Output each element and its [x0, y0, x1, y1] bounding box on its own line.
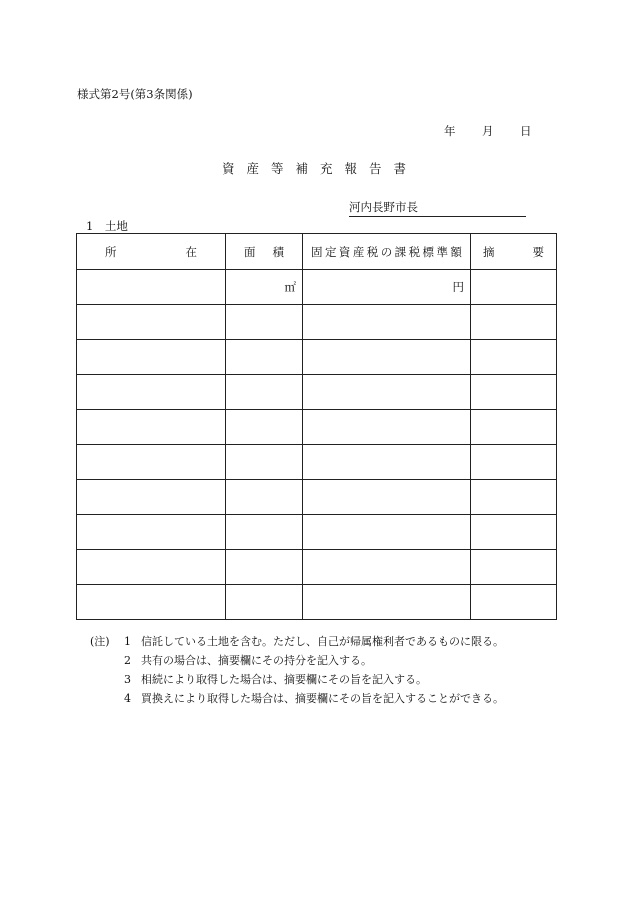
table-row	[77, 410, 557, 445]
remarks-cell[interactable]	[471, 305, 557, 340]
note-item	[90, 689, 504, 708]
tax-value-cell[interactable]	[303, 585, 471, 620]
date-line	[444, 123, 532, 139]
location-cell[interactable]	[77, 410, 226, 445]
tax-value-cell[interactable]	[303, 410, 471, 445]
note-number: 2	[124, 654, 131, 667]
table-row	[77, 340, 557, 375]
note-text: 相続により取得した場合は、摘要欄にその旨を記入する。	[141, 673, 427, 686]
area-cell[interactable]	[226, 515, 303, 550]
note-item	[90, 670, 504, 689]
area-cell[interactable]	[226, 340, 303, 375]
note-label	[90, 689, 124, 708]
date-year-label: 年	[444, 124, 456, 138]
table-row	[77, 550, 557, 585]
note-text: 共有の場合は、摘要欄にその持分を記入する。	[141, 654, 372, 667]
tax-value-cell[interactable]	[303, 515, 471, 550]
area-cell[interactable]	[226, 585, 303, 620]
table-header-row	[77, 234, 557, 270]
header-area: 面 積	[226, 234, 303, 270]
note-label	[90, 670, 124, 689]
tax-value-cell[interactable]	[303, 445, 471, 480]
tax-value-cell[interactable]	[303, 305, 471, 340]
notes	[90, 632, 504, 708]
tax-value-unit: 円	[303, 270, 471, 305]
tax-value-cell[interactable]	[303, 480, 471, 515]
area-cell[interactable]	[226, 375, 303, 410]
remarks-cell[interactable]	[471, 585, 557, 620]
table-row	[77, 585, 557, 620]
remarks-cell[interactable]	[471, 375, 557, 410]
table-row	[77, 375, 557, 410]
date-month-label: 月	[482, 124, 494, 138]
remarks-cell[interactable]	[471, 270, 557, 305]
location-cell[interactable]	[77, 550, 226, 585]
header-remarks: 摘 要	[471, 234, 557, 270]
location-cell[interactable]	[77, 375, 226, 410]
location-cell[interactable]	[77, 585, 226, 620]
note-label: (注)	[90, 635, 110, 648]
note-label	[90, 651, 124, 670]
tax-value-cell[interactable]	[303, 550, 471, 585]
land-table	[76, 233, 557, 620]
header-location: 所 在	[77, 234, 226, 270]
table-row	[77, 445, 557, 480]
remarks-cell[interactable]	[471, 550, 557, 585]
note-text: 買換えにより取得した場合は、摘要欄にその旨を記入することができる。	[141, 692, 504, 705]
location-cell[interactable]	[77, 515, 226, 550]
location-cell[interactable]	[77, 270, 226, 305]
table-row	[77, 480, 557, 515]
area-cell[interactable]	[226, 305, 303, 340]
header-tax-value	[303, 234, 471, 270]
remarks-cell[interactable]	[471, 340, 557, 375]
table-row	[77, 515, 557, 550]
remarks-cell[interactable]	[471, 445, 557, 480]
note-text: 信託している土地を含む。ただし、自己が帰属権利者であるものに限る。	[141, 635, 504, 648]
location-cell[interactable]	[77, 480, 226, 515]
table-row	[77, 305, 557, 340]
area-unit: ㎡	[226, 270, 303, 305]
section-heading: 1 土地	[86, 219, 128, 233]
tax-value-cell[interactable]	[303, 375, 471, 410]
area-cell[interactable]	[226, 480, 303, 515]
remarks-cell[interactable]	[471, 515, 557, 550]
area-cell[interactable]	[226, 550, 303, 585]
location-cell[interactable]	[77, 340, 226, 375]
location-cell[interactable]	[77, 445, 226, 480]
date-day-label: 日	[520, 124, 532, 138]
note-item	[90, 651, 504, 670]
note-number: 3	[124, 673, 131, 686]
table-row	[77, 270, 557, 305]
note-number: 4	[124, 692, 131, 705]
tax-value-cell[interactable]	[303, 340, 471, 375]
addressee: 河内長野市長	[349, 199, 526, 217]
remarks-cell[interactable]	[471, 410, 557, 445]
area-cell[interactable]	[226, 445, 303, 480]
note-item	[90, 632, 504, 651]
area-cell[interactable]	[226, 410, 303, 445]
remarks-cell[interactable]	[471, 480, 557, 515]
document-title: 資産等補充報告書	[221, 161, 418, 176]
form-number: 様式第2号(第3条関係)	[77, 87, 193, 101]
tax-value-header-text: 固 定 資 産 税 の 課 税 標 準 額	[311, 244, 462, 259]
note-number: 1	[124, 635, 131, 648]
location-cell[interactable]	[77, 305, 226, 340]
